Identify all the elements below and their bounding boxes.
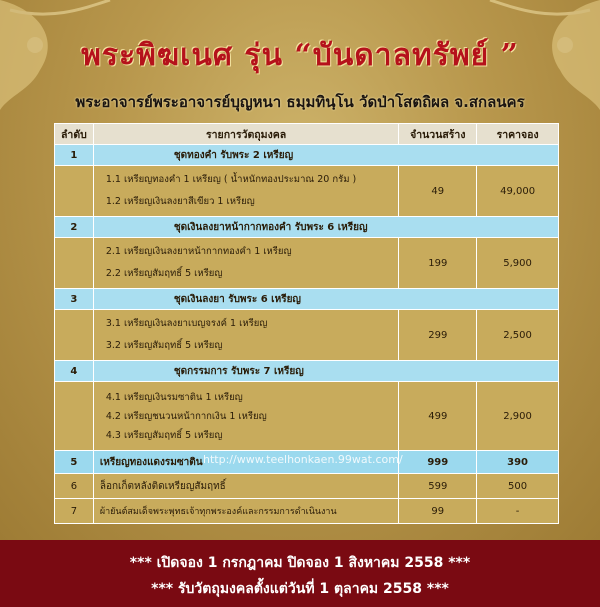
price-cell: 2,500	[477, 310, 559, 361]
column-header-number: ลำดับ	[55, 124, 94, 145]
group-title: ชุดกรรมการ รับพระ 7 เหรียญ	[93, 361, 558, 382]
row-number: 5	[55, 451, 94, 474]
watermark-url: http://www.teelhonkaen.99wat.com/	[203, 453, 403, 466]
empty-cell	[55, 310, 94, 361]
quantity-cell: 299	[399, 310, 477, 361]
price-cell: 390	[477, 451, 559, 474]
table-row	[55, 217, 559, 238]
row-number: 6	[55, 474, 94, 499]
list-item: 1.2 เหรียญเงินลงยาสีเขียว 1 เหรียญ	[105, 196, 255, 207]
footer-pickup-date: *** รับวัตถุมงคลตั้งแต่วันที่ 1 ตุลาคม 2558 ***	[151, 581, 449, 597]
group-title: ชุดเงินลงยาหน้ากากทองคำ รับพระ 6 เหรียญ	[93, 217, 558, 238]
empty-cell	[55, 382, 94, 451]
empty-cell	[55, 238, 94, 289]
quantity-cell: 199	[399, 238, 477, 289]
column-header-price: ราคาจอง	[477, 124, 559, 145]
list-item: 2.2 เหรียญสัมฤทธิ์ 5 เหรียญ	[105, 268, 223, 279]
table-row	[55, 310, 559, 361]
table-row	[55, 145, 559, 166]
price-cell: -	[477, 499, 559, 524]
table-row	[55, 289, 559, 310]
list-item: 1.1 เหรียญทองคำ 1 เหรียญ ( น้ำหนักทองประมาณ 20 กรัม )	[105, 174, 357, 185]
list-item: 4.3 เหรียญสัมฤทธิ์ 5 เหรียญ	[105, 429, 223, 441]
table-row	[55, 238, 559, 289]
column-header-quantity: จำนวนสร้าง	[399, 124, 477, 145]
price-cell: 500	[477, 474, 559, 499]
row-label: เหรียญทองแดงรมซาติน	[93, 451, 399, 474]
list-item: 2.1 เหรียญเงินลงยาหน้ากากทองคำ 1 เหรียญ	[105, 246, 292, 257]
table-row	[55, 166, 559, 217]
quantity-cell: 99	[399, 499, 477, 524]
row-number: 2	[55, 217, 94, 238]
quantity-cell: 49	[399, 166, 477, 217]
group-title: ชุดเงินลงยา รับพระ 6 เหรียญ	[93, 289, 558, 310]
row-number: 3	[55, 289, 94, 310]
item-list	[93, 382, 399, 451]
table-header-row	[55, 124, 559, 145]
row-label: ล็อกเก็ตหลังติดเหรียญสัมฤทธิ์	[93, 474, 399, 499]
footer	[0, 540, 600, 607]
row-number: 4	[55, 361, 94, 382]
page-title: พระพิฆเนศ รุ่น “บันดาลทรัพย์ ”	[81, 38, 519, 73]
quantity-cell: 999	[399, 451, 477, 474]
price-cell: 2,900	[477, 382, 559, 451]
table-row	[55, 474, 559, 499]
table-row	[55, 361, 559, 382]
list-item: 4.2 เหรียญชนวนหน้ากากเงิน 1 เหรียญ	[105, 410, 267, 422]
item-list	[93, 310, 399, 361]
list-item: 4.1 เหรียญเงินรมซาติน 1 เหรียญ	[105, 391, 243, 403]
row-number: 7	[55, 499, 94, 524]
quantity-cell: 499	[399, 382, 477, 451]
price-cell: 49,000	[477, 166, 559, 217]
item-list	[93, 238, 399, 289]
price-cell: 5,900	[477, 238, 559, 289]
group-title: ชุดทองคำ รับพระ 2 เหรียญ	[93, 145, 558, 166]
table-row	[55, 499, 559, 524]
quantity-cell: 599	[399, 474, 477, 499]
footer-booking-dates: *** เปิดจอง 1 กรกฎาคม ปิดจอง 1 สิงหาคม 2558 ***	[129, 555, 471, 571]
item-list	[93, 166, 399, 217]
row-label: ผ้ายันต์สมเด็จพระพุทธเจ้าทุกพระองค์และกรรมการดำเนินงาน	[93, 499, 399, 524]
empty-cell	[55, 166, 94, 217]
page-subtitle: พระอาจารย์พระอาจารย์บุญหนา ธมฺมทินฺโน วัดป่าโสตถิผล จ.สกลนคร	[75, 93, 525, 111]
table-row	[55, 382, 559, 451]
column-header-items: รายการวัตถุมงคล	[93, 124, 399, 145]
list-item: 3.1 เหรียญเงินลงยาเบญจรงค์ 1 เหรียญ	[105, 318, 268, 329]
row-number: 1	[55, 145, 94, 166]
list-item: 3.2 เหรียญสัมฤทธิ์ 5 เหรียญ	[105, 340, 223, 351]
